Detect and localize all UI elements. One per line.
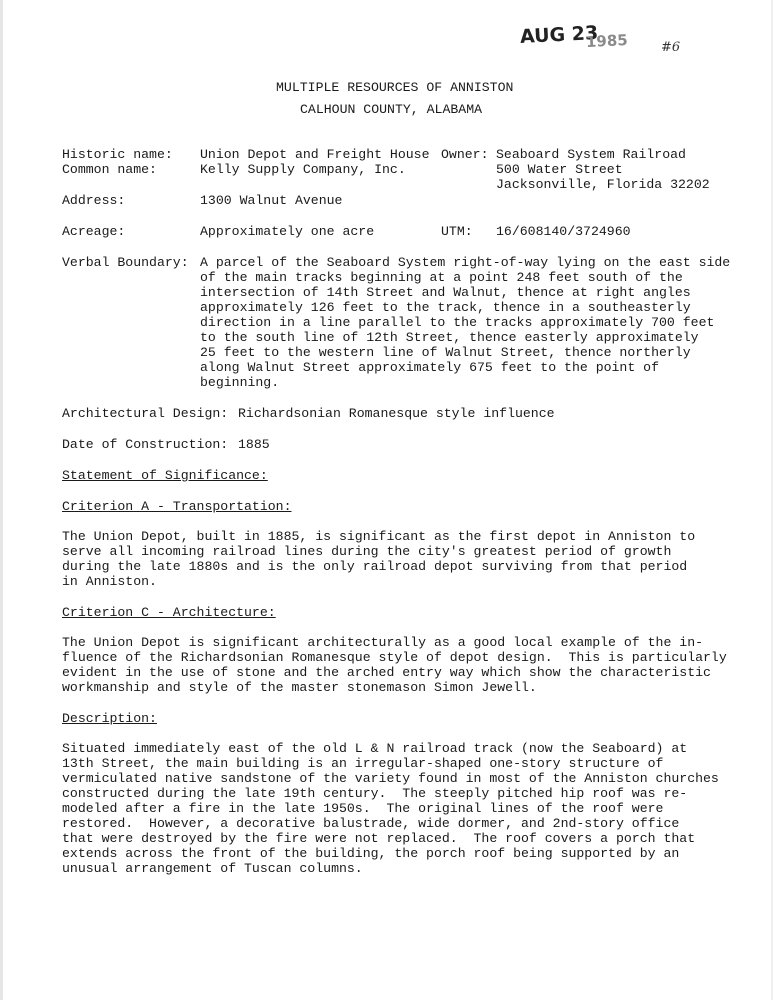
paragraph-line: The Union Depot, built in 1885, is significant as the first depot in Anniston to <box>62 529 696 544</box>
paragraph-line: in Anniston. <box>62 574 157 589</box>
paragraph-line: restored. However, a decorative balustrade, wide dormer, and 2nd-story office <box>62 816 680 831</box>
paragraph-line: that were destroyed by the fire were not replaced. The roof covers a porch that <box>62 831 696 846</box>
construction-date-value: 1885 <box>238 437 270 452</box>
acreage-label: Acreage: <box>62 224 126 239</box>
owner-line: Seaboard System Railroad <box>496 147 686 162</box>
boundary-line: A parcel of the Seaboard System right-of-way lying on the east side <box>200 255 731 270</box>
boundary-line: of the main tracks beginning at a point 248 feet south of the <box>200 270 683 285</box>
construction-date-label: Date of Construction: <box>62 437 229 452</box>
scan-edge-left <box>0 0 3 1000</box>
boundary-line: along Walnut Street approximately 675 feet to the point of <box>200 360 659 375</box>
paragraph-line: evident in the use of stone and the arched entry way which show the characteristic <box>62 665 711 680</box>
paragraph-line: modeled after a fire in the late 1950s. The original lines of the roof were <box>62 801 664 816</box>
document-subtitle: CALHOUN COUNTY, ALABAMA <box>300 102 483 117</box>
paragraph-line: Situated immediately east of the old L & N railroad track (now the Seaboard) at <box>62 741 688 756</box>
address-value: 1300 Walnut Avenue <box>200 193 343 208</box>
criterion-a-heading: Criterion A - Transportation: <box>62 499 292 514</box>
date-stamp-year: 1985 <box>585 30 629 52</box>
boundary-line: intersection of 14th Street and Walnut, thence at right angles <box>200 285 691 300</box>
common-name-value: Kelly Supply Company, Inc. <box>200 162 406 177</box>
date-stamp: AUG 23 <box>519 21 599 49</box>
architectural-design-value: Richardsonian Romanesque style influence <box>238 406 555 421</box>
utm-label: UTM: <box>441 224 473 239</box>
historic-name-label: Historic name: <box>62 147 173 162</box>
owner-line: 500 Water Street <box>496 162 623 177</box>
address-label: Address: <box>62 193 126 208</box>
paragraph-line: extends across the front of the building, the porch roof being supported by an <box>62 846 680 861</box>
description-heading: Description: <box>62 711 157 726</box>
paragraph-line: serve all incoming railroad lines during the city's greatest period of growth <box>62 544 672 559</box>
boundary-line: direction in a line parallel to the tracks approximately 700 feet <box>200 315 715 330</box>
page-number: #6 <box>661 40 681 55</box>
common-name-label: Common name: <box>62 162 157 177</box>
verbal-boundary-label: Verbal Boundary: <box>62 255 189 270</box>
paragraph-line: workmanship and style of the master stonemason Simon Jewell. <box>62 680 537 695</box>
paragraph-line: during the late 1880s and is the only railroad depot surviving from that period <box>62 559 688 574</box>
acreage-value: Approximately one acre <box>200 224 375 239</box>
boundary-line: to the south line of 12th Street, thence easterly approximately <box>200 330 699 345</box>
document-title: MULTIPLE RESOURCES OF ANNISTON <box>276 80 514 95</box>
architectural-design-label: Architectural Design: <box>62 406 229 421</box>
paragraph-line: constructed during the late 19th century. The steeply pitched hip roof was re- <box>62 786 688 801</box>
boundary-line: approximately 126 feet to the track, thence in a southeasterly <box>200 300 691 315</box>
paragraph-line: 13th Street, the main building is an irregular-shaped one-story structure of <box>62 756 664 771</box>
paragraph-line: unusual arrangement of Tuscan columns. <box>62 861 363 876</box>
paragraph-line: fluence of the Richardsonian Romanesque style of depot design. This is particularly <box>62 650 727 665</box>
paragraph-line: vermiculated native sandstone of the variety found in most of the Anniston churches <box>62 771 719 786</box>
boundary-line: 25 feet to the western line of Walnut Street, thence northerly <box>200 345 691 360</box>
boundary-line: beginning. <box>200 375 280 390</box>
owner-line: Jacksonville, Florida 32202 <box>496 177 710 192</box>
significance-heading: Statement of Significance: <box>62 468 268 483</box>
utm-value: 16/608140/3724960 <box>496 224 631 239</box>
owner-label: Owner: <box>441 147 489 162</box>
paragraph-line: The Union Depot is significant architecturally as a good local example of the in- <box>62 635 704 650</box>
historic-name-value: Union Depot and Freight House <box>200 147 430 162</box>
criterion-c-heading: Criterion C - Architecture: <box>62 605 276 620</box>
